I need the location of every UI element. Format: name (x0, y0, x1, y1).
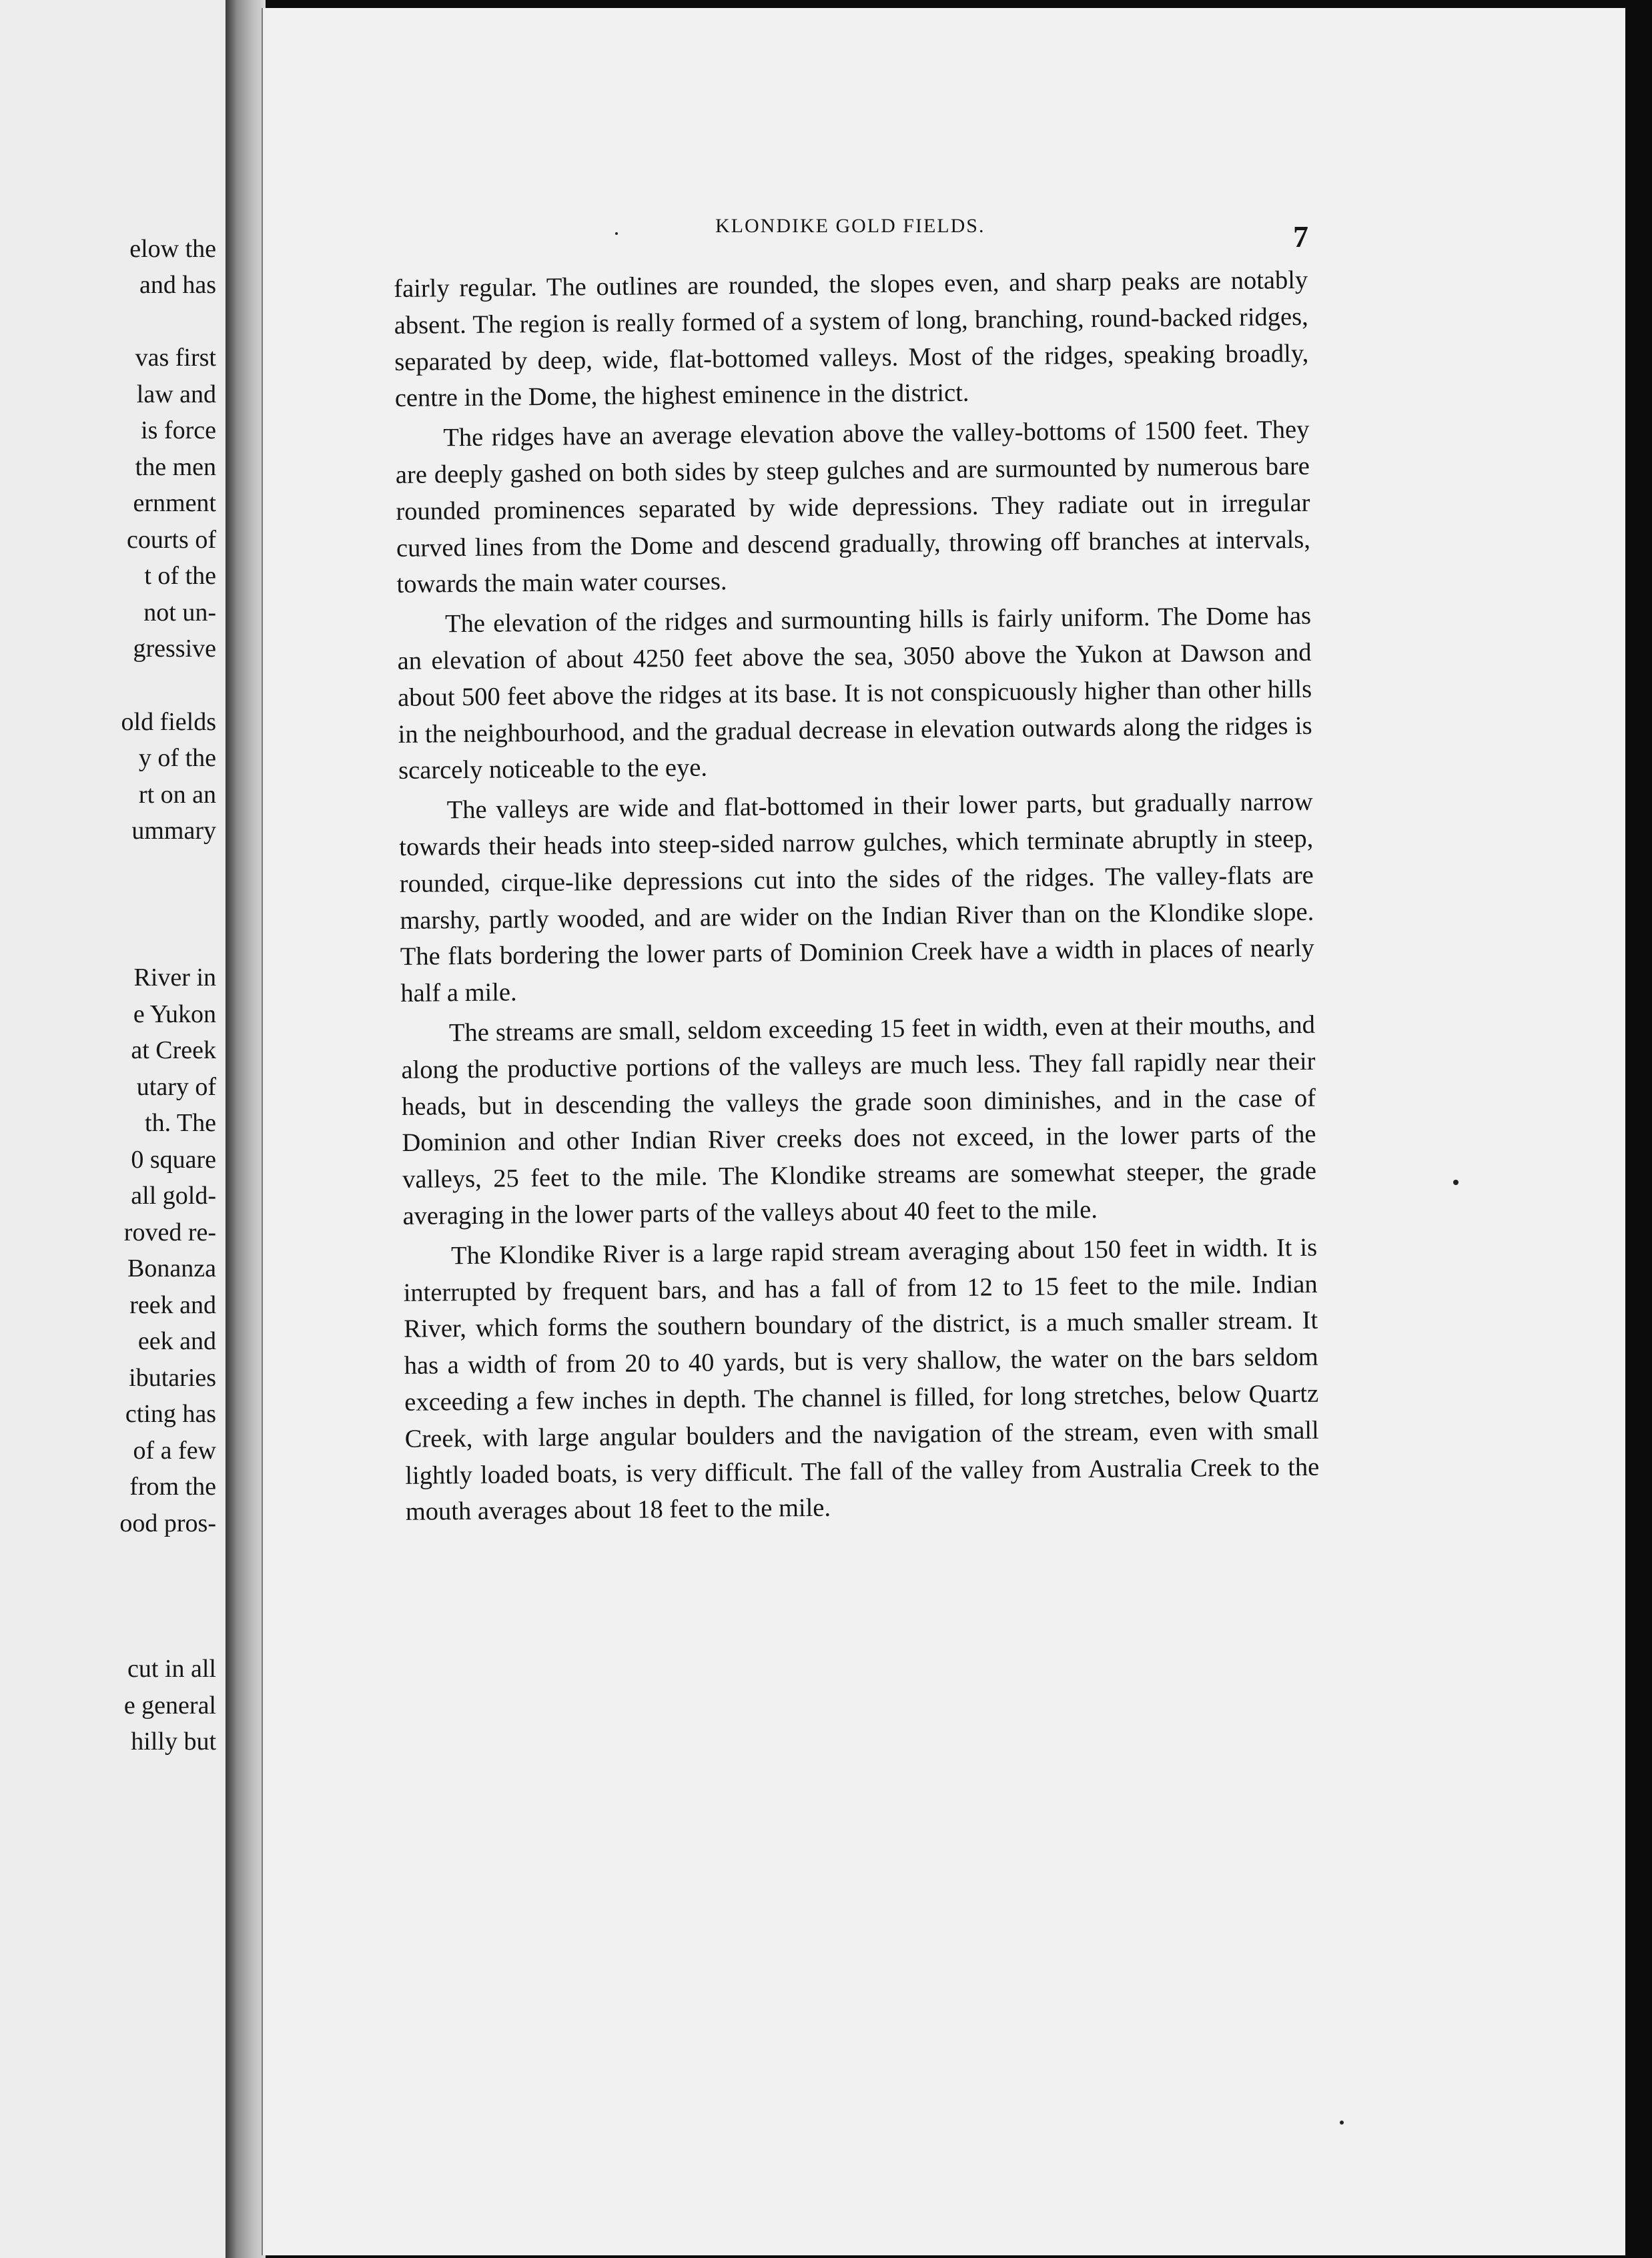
facing-page-line: ummary (131, 817, 216, 845)
facing-page-line: law and (136, 380, 216, 408)
facing-page-line: vas first (135, 344, 216, 372)
facing-page-line: e general (123, 1691, 216, 1720)
facing-page-line: all gold- (131, 1182, 216, 1210)
facing-page-line: gressive (133, 635, 216, 663)
facing-page-line: courts of (126, 526, 216, 554)
facing-page-line: hilly but (131, 1728, 216, 1756)
paragraph: The streams are small, seldom exceeding 15 feet in width, even at their mouths, and along the productive portions of the valleys are much less. They fall rapidly near their heads, but in descending the valleys the grade soon diminishes, and in the case of Dominion and other Indian River creeks does not exceed, in the lower parts of the valleys, 25 feet to the mile. The Klondike streams are somewhat steeper, the grade averaging in the lower parts of the valleys about 40 feet to the mile. (401, 1010, 1317, 1230)
facing-page-line: cut in all (127, 1655, 216, 1683)
facing-page (0, 0, 226, 2258)
facing-page-line: Bonanza (127, 1254, 216, 1282)
facing-page-line: rt on an (138, 781, 216, 809)
facing-page-line: and has (139, 271, 216, 299)
facing-page-line: y of the (138, 744, 216, 772)
facing-page-line: roved re- (123, 1218, 216, 1246)
facing-page-line: reek and (129, 1291, 216, 1319)
facing-page-line: of a few (133, 1437, 216, 1465)
facing-page-line: t of the (144, 562, 216, 590)
facing-page-line: utary of (136, 1073, 216, 1101)
facing-page-line: th. The (145, 1109, 216, 1137)
scan-speck (1340, 2121, 1344, 2125)
page-number: 7 (1293, 220, 1308, 254)
paragraph: The ridges have an average elevation above the valley-bottoms of 1500 feet. They are deeply gashed on both sides by steep gulches and are surmounted by numerous bare rounded prominences separated by wide depressions. They radiate out in irregular curved lines from the Dome and descend gradually, throwing off branches at intervals, towards the main water courses. (395, 416, 1311, 599)
page-edge-shadow (1625, 0, 1652, 2258)
facing-page-line: 0 square (131, 1146, 216, 1174)
paragraph: The Klondike River is a large rapid stream averaging about 150 feet in width. It is interrupted by frequent bars, and has a fall of from 12 to 15 feet to the mile. Indian River, which forms the southern boundary of the district, is a much smaller stream. It has a width of from 20 to 40 yards, but is very shallow, the water on the bars seldom exceeding a few inches in depth. The channel is filled, for long stretches, below Quartz Creek, with large angular boulders and the navigation of the stream, even with small lightly loaded boats, is very difficult. The fall of the valley from Australia Creek to the mouth averages about 18 feet to the mile. (403, 1233, 1320, 1527)
facing-page-line: the men (135, 453, 216, 481)
book-gutter (226, 0, 266, 2258)
facing-page-line: eek and (137, 1327, 216, 1355)
paragraph: The elevation of the ridges and surmounting hills is fairly uniform. The Dome has an elevation of about 4250 feet above the sea, 3050 above the Yukon at Dawson and about 500 feet above the ridges at its base. It is not conspicuously higher than other hills in the neighbourhood, and the gradual decrease in elevation outwards along the ridges is scarcely noticeable to the eye. (397, 601, 1312, 785)
facing-page-line: elow the (129, 235, 216, 263)
paragraph: The valleys are wide and flat-bottomed in their lower parts, but gradually narrow towards their heads into steep-sided narrow gulches, which terminate abruptly in steep, rounded, cirque-like depressions cut into the sides of the ridges. The valley-flats are marshy, partly wooded, and are wider on the Indian River than on the Klondike slope. The flats bordering the lower parts of Dominion Creek have a width in places of nearly half a mile. (399, 787, 1315, 1008)
scan-speck (615, 232, 618, 235)
facing-page-line: ernment (133, 489, 216, 517)
facing-page-line: old fields (121, 708, 216, 736)
facing-page-line: is force (141, 416, 216, 444)
facing-page-line: ood pros- (119, 1509, 216, 1537)
facing-page-line: e Yukon (133, 1000, 216, 1028)
facing-page-line: not un- (143, 599, 216, 627)
running-header: KLONDIKE GOLD FIELDS. (715, 215, 985, 237)
facing-page-line: ibutaries (129, 1364, 216, 1392)
facing-page-line: River in (133, 964, 216, 992)
body-text (394, 262, 1320, 1534)
facing-page-line: at Creek (131, 1036, 216, 1064)
paragraph: fairly regular. The outlines are rounded, the slopes even, and sharp peaks are notably absent. The region is really formed of a system of long, branching, round-backed ridges, separated by deep, wide, flat-bottomed valleys. Most of the ridges, speaking broadly, centre in the Dome, the highest eminence in the district. (394, 266, 1309, 413)
scan-speck (1453, 1180, 1459, 1185)
facing-page-line: from the (129, 1473, 216, 1501)
facing-page-line: cting has (125, 1400, 216, 1428)
